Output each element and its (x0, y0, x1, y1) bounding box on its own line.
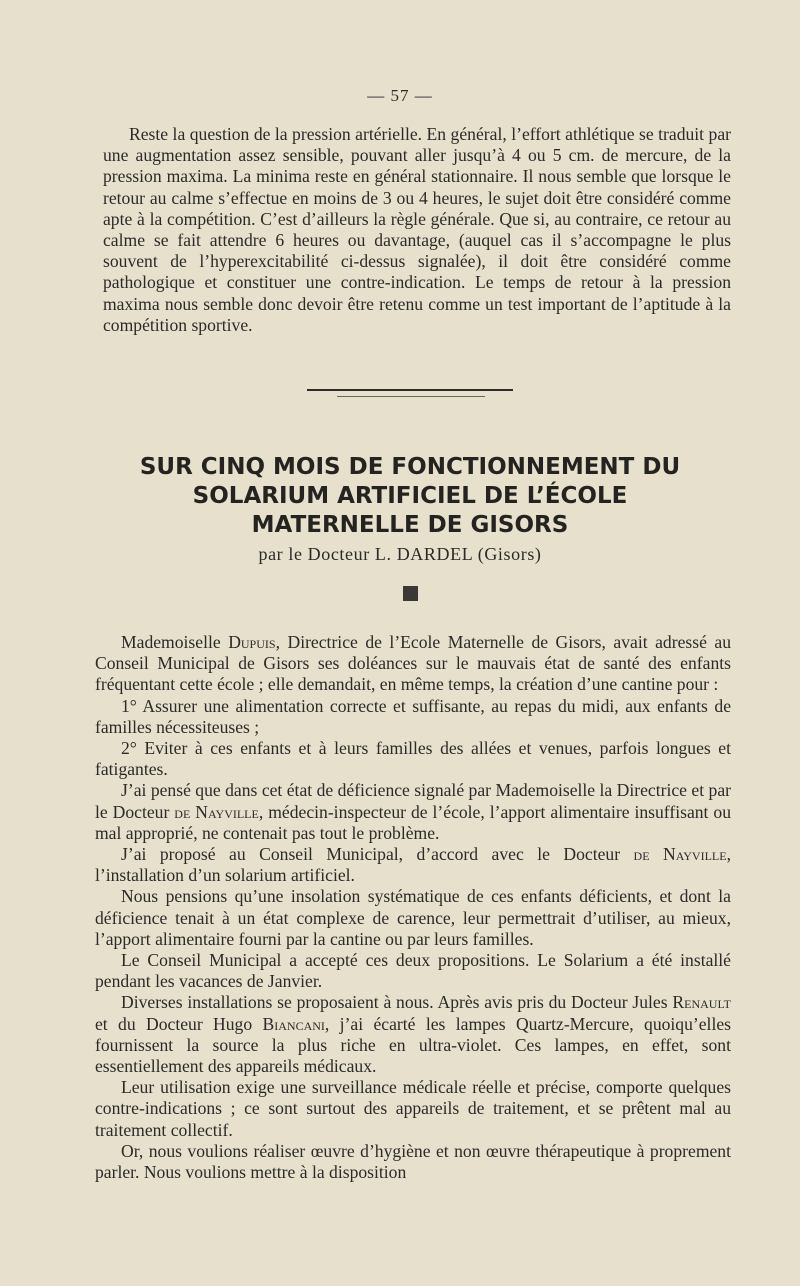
body-paragraph: Nous pensions qu’une insolation systématique de ces enfants déficients, et dont la déficience tenait à un état complexe de carence, leur permettrait d’utiliser, au mieux, l’apport alimentaire fourni par la cantine ou par leurs familles. (95, 886, 731, 949)
body-paragraph: J’ai pensé que dans cet état de déficience signalé par Mademoiselle la Directrice et par le Docteur de Nayville, médecin-inspecteur de l’école, l’apport alimentaire insuffisant ou mal approprié, ne contenait pas tout le problème. (95, 780, 731, 843)
article-body (95, 632, 731, 1183)
intro-paragraph (103, 124, 731, 336)
title-line-3: MATERNELLE DE GISORS (251, 512, 569, 538)
body-paragraph: Leur utilisation exige une surveillance médicale réelle et précise, comporte quelques contre-indications ; ce sont surtout des appareils de traitement, et se prêtent mal au traitement collectif. (95, 1077, 731, 1140)
body-paragraph: 2° Eviter à ces enfants et à leurs familles des allées et venues, parfois longues et fatigantes. (95, 738, 731, 780)
body-paragraph: Or, nous voulions réaliser œuvre d’hygiène et non œuvre thérapeutique à proprement parler. Nous voulions mettre à la disposition (95, 1140, 731, 1183)
body-paragraph: Mademoiselle Dupuis, Directrice de l’Ecole Maternelle de Gisors, avait adressé au Conseil Municipal de Gisors ses doléances sur le mauvais état de santé des enfants fréquentant cette école ; elle demandait, en même temps, la création d’une cantine pour : (95, 632, 731, 695)
body-paragraph: J’ai proposé au Conseil Municipal, d’accord avec le Docteur de Nayville, l’installation d’un solarium artificiel. (95, 844, 731, 886)
article-byline: par le Docteur L. DARDEL (Gisors) (258, 544, 542, 564)
title-line-1: SUR CINQ MOIS DE FONCTIONNEMENT DU (139, 454, 681, 480)
intro-text: Reste la question de la pression artérielle. En général, l’effort athlétique se traduit par une augmentation assez sensible, pouvant aller jusqu’à 4 ou 5 cm. de mercure, de la pression maxima. La minima reste en général stationnaire. Il nous semble que lorsque le retour au calme s’effectue en moins de 3 ou 4 heures, le sujet doit être considéré comme apte à la compétition. C’est d’ailleurs la règle générale. Que si, au contraire, ce retour au calme se fait attendre 6 heures ou davantage, (auquel cas il s’accompagne le plus souvent de l’hyperexcitabilité ci-dessus signalée), il doit être considéré comme pathologique et constituer une contre-indication. Le temps de retour à la pression maxima nous semble donc devoir être retenu comme un test important de l’aptitude à la compétition sportive. (103, 124, 731, 335)
page-number: — 57 — (367, 86, 433, 105)
body-paragraph: Le Conseil Municipal a accepté ces deux propositions. Le Solarium a été installé pendant les vacances de Janvier. (95, 950, 731, 992)
section-divider-bottom (337, 396, 485, 397)
body-paragraph: 1° Assurer une alimentation correcte et suffisante, au repas du midi, aux enfants de familles nécessiteuses ; (95, 695, 731, 737)
article-title (100, 453, 720, 540)
ornament-square-icon (403, 586, 418, 601)
body-paragraph: Diverses installations se proposaient à nous. Après avis pris du Docteur Jules Renault et du Docteur Hugo Biancani, j’ai écarté les lampes Quartz-Mercure, quoiqu’elles fournissent la source la plus riche en ultra-violet. Ces lampes, en effet, sont essentiellement des appareils médicaux. (95, 992, 731, 1077)
section-divider-top (307, 389, 513, 391)
title-line-2: SOLARIUM ARTIFICIEL DE L’ÉCOLE (192, 483, 628, 509)
